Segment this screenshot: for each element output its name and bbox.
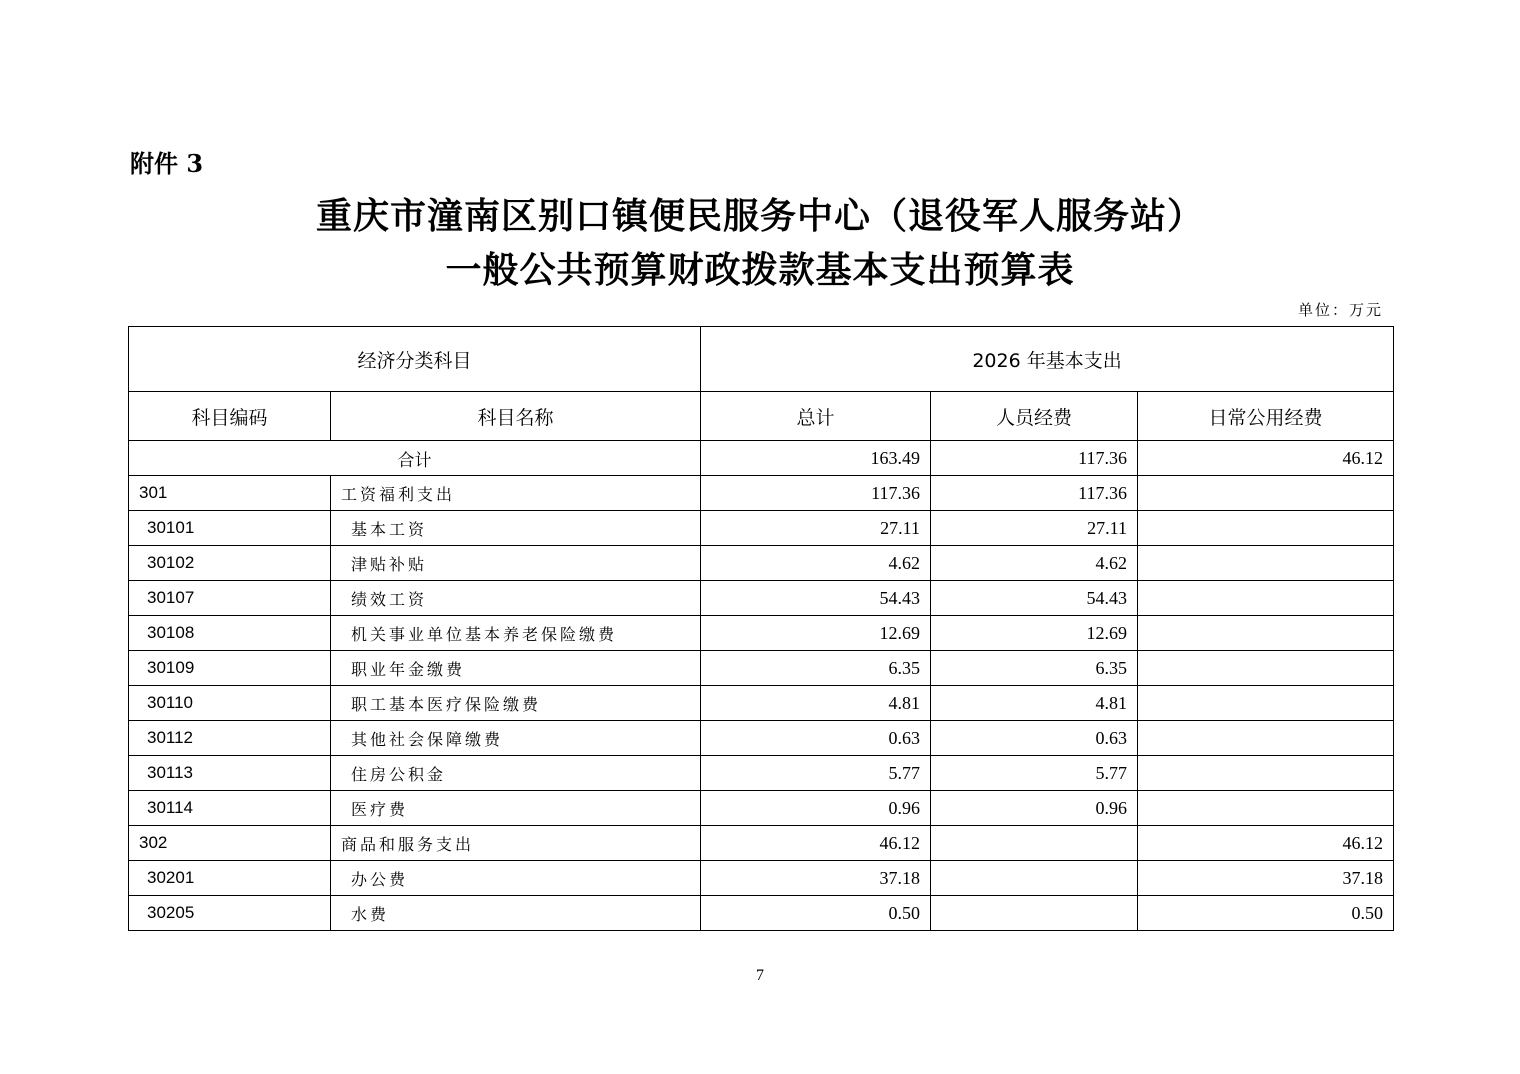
public-cell: 37.18 xyxy=(1138,861,1394,896)
account-code-cell: 30110 xyxy=(129,686,331,721)
total-cell: 27.11 xyxy=(701,511,931,546)
account-name-cell: 办公费 xyxy=(331,861,701,896)
account-code-cell: 30205 xyxy=(129,896,331,931)
personnel-cell: 4.62 xyxy=(931,546,1138,581)
total-cell: 5.77 xyxy=(701,756,931,791)
account-name-cell: 其他社会保障缴费 xyxy=(331,721,701,756)
personnel-cell xyxy=(931,896,1138,931)
total-cell: 117.36 xyxy=(701,476,931,511)
public-column-header: 日常公用经费 xyxy=(1138,392,1394,441)
personnel-cell xyxy=(931,861,1138,896)
account-code-cell: 30201 xyxy=(129,861,331,896)
table-row xyxy=(129,511,1394,546)
account-name-cell: 住房公积金 xyxy=(331,756,701,791)
personnel-cell: 54.43 xyxy=(931,581,1138,616)
personnel-cell xyxy=(931,826,1138,861)
table-row xyxy=(129,756,1394,791)
table-row xyxy=(129,546,1394,581)
table-row xyxy=(129,686,1394,721)
account-name-cell: 水费 xyxy=(331,896,701,931)
account-name-cell: 绩效工资 xyxy=(331,581,701,616)
personnel-cell: 27.11 xyxy=(931,511,1138,546)
public-cell xyxy=(1138,651,1394,686)
account-code-cell: 30109 xyxy=(129,651,331,686)
group-header-row xyxy=(129,327,1394,392)
public-cell xyxy=(1138,616,1394,651)
table-row xyxy=(129,616,1394,651)
account-code-cell: 30112 xyxy=(129,721,331,756)
personnel-cell: 117.36 xyxy=(931,476,1138,511)
public-cell xyxy=(1138,721,1394,756)
total-cell: 54.43 xyxy=(701,581,931,616)
table-row xyxy=(129,476,1394,511)
account-code-cell: 30108 xyxy=(129,616,331,651)
account-name-cell: 职工基本医疗保险缴费 xyxy=(331,686,701,721)
personnel-cell: 0.63 xyxy=(931,721,1138,756)
public-cell: 46.12 xyxy=(1138,826,1394,861)
public-cell xyxy=(1138,546,1394,581)
total-cell: 6.35 xyxy=(701,651,931,686)
account-code-cell: 30113 xyxy=(129,756,331,791)
total-row-personnel: 117.36 xyxy=(931,441,1138,476)
table-row xyxy=(129,721,1394,756)
account-code-cell: 301 xyxy=(129,476,331,511)
classification-group-header: 经济分类科目 xyxy=(129,327,701,392)
account-name-cell: 工资福利支出 xyxy=(331,476,701,511)
public-cell xyxy=(1138,791,1394,826)
total-cell: 0.63 xyxy=(701,721,931,756)
total-cell: 4.62 xyxy=(701,546,931,581)
code-column-header: 科目编码 xyxy=(129,392,331,441)
budget-table xyxy=(128,326,1394,931)
page-number: 7 xyxy=(756,967,764,984)
public-cell xyxy=(1138,476,1394,511)
account-name-cell: 津贴补贴 xyxy=(331,546,701,581)
account-name-cell: 商品和服务支出 xyxy=(331,826,701,861)
table-row xyxy=(129,826,1394,861)
total-row xyxy=(129,441,1394,476)
name-column-header: 科目名称 xyxy=(331,392,701,441)
personnel-cell: 12.69 xyxy=(931,616,1138,651)
account-code-cell: 30102 xyxy=(129,546,331,581)
total-row-public: 46.12 xyxy=(1138,441,1394,476)
public-cell xyxy=(1138,686,1394,721)
total-cell: 0.96 xyxy=(701,791,931,826)
table-row xyxy=(129,651,1394,686)
table-row xyxy=(129,861,1394,896)
account-code-cell: 30114 xyxy=(129,791,331,826)
total-row-total: 163.49 xyxy=(701,441,931,476)
document-title-line1: 重庆市潼南区别口镇便民服务中心（退役军人服务站） xyxy=(315,195,1204,237)
annex-label: 附件 3 xyxy=(130,149,204,178)
account-name-cell: 机关事业单位基本养老保险缴费 xyxy=(331,616,701,651)
basic-expenditure-group-header: 2026 年基本支出 xyxy=(701,327,1394,392)
public-cell xyxy=(1138,581,1394,616)
column-header-row xyxy=(129,392,1394,441)
account-name-cell: 基本工资 xyxy=(331,511,701,546)
total-row-label: 合计 xyxy=(129,441,701,476)
personnel-cell: 0.96 xyxy=(931,791,1138,826)
total-cell: 37.18 xyxy=(701,861,931,896)
personnel-cell: 4.81 xyxy=(931,686,1138,721)
personnel-column-header: 人员经费 xyxy=(931,392,1138,441)
total-column-header: 总计 xyxy=(701,392,931,441)
total-cell: 0.50 xyxy=(701,896,931,931)
unit-label: 单位：万元 xyxy=(1297,301,1383,319)
public-cell xyxy=(1138,511,1394,546)
account-code-cell: 30101 xyxy=(129,511,331,546)
public-cell: 0.50 xyxy=(1138,896,1394,931)
document-title-line2: 一般公共预算财政拨款基本支出预算表 xyxy=(445,249,1075,291)
total-cell: 46.12 xyxy=(701,826,931,861)
total-cell: 12.69 xyxy=(701,616,931,651)
account-code-cell: 302 xyxy=(129,826,331,861)
table-row xyxy=(129,581,1394,616)
account-name-cell: 职业年金缴费 xyxy=(331,651,701,686)
public-cell xyxy=(1138,756,1394,791)
account-name-cell: 医疗费 xyxy=(331,791,701,826)
table-row xyxy=(129,791,1394,826)
account-code-cell: 30107 xyxy=(129,581,331,616)
total-cell: 4.81 xyxy=(701,686,931,721)
personnel-cell: 6.35 xyxy=(931,651,1138,686)
personnel-cell: 5.77 xyxy=(931,756,1138,791)
table-row xyxy=(129,896,1394,931)
